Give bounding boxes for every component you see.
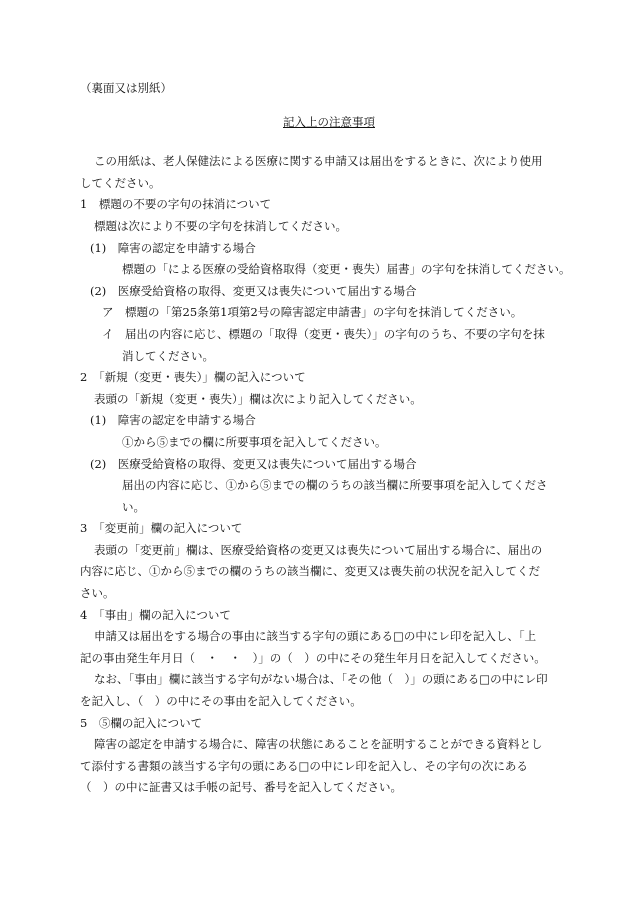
section-5-body-line-3: （ ）の中に証書又は手帳の記号、番号を記入してください。 [80,780,402,795]
section-1-heading: 1 標題の不要の字句の抹消について [80,197,272,212]
section-3-heading: 3 「変更前」欄の記入について [80,521,243,536]
intro-line-1: この用紙は、老人保健法による医療に関する申請又は届出をするときに、次により使用 [94,154,543,169]
section-4-body-line-2: 記の事由発生年月日（ ・ ・ ）」の（ ）の中にその発生年月日を記入してください。 [80,650,546,665]
section-2-heading: 2 「新規（変更・喪失）」欄の記入について [80,370,306,385]
section-2-body: 表頭の「新規（変更・喪失）」欄は次により記入してください。 [94,391,422,406]
section-5-body-line-1: 障害の認定を申請する場合に、障害の状態にあることを証明することができる資料とし [94,737,543,752]
section-1-item-2-heading: (2) 医療受給資格の取得、変更又は喪失について届出する場合 [90,283,417,298]
section-5-body-line-2: て添付する書類の該当する字句の頭にある□の中にレ印を記入し、その字句の次にある [80,758,528,773]
section-1-item-1-heading: (1) 障害の認定を申請する場合 [90,240,256,255]
section-2-item-2-body-line-1: 届出の内容に応じ、①から⑤までの欄のうちの該当欄に所要事項を記入してくださ [122,478,548,493]
section-3-body-line-3: さい。 [80,586,115,601]
page-title: 記入上の注意事項 [283,114,375,129]
section-4-body-line-1: 申請又は届出をする場合の事由に該当する字句の頭にある□の中にレ印を記入し、「上 [94,629,537,644]
section-2-item-1-body: ①から⑤までの欄に所要事項を記入してください。 [122,434,387,449]
section-4-heading: 4 「事由」欄の記入について [80,607,231,622]
section-2-item-1-heading: (1) 障害の認定を申請する場合 [90,413,256,428]
section-3-body-line-1: 表頭の「変更前」欄は、医療受給資格の変更又は喪失について届出する場合に、届出の [94,542,543,557]
intro-line-2: してください。 [80,175,161,190]
section-2-item-2-body-line-2: い。 [122,499,145,514]
section-1-item-1-body: 標題の「による医療の受給資格取得（変更・喪失）届書」の字句を抹消してください。 [122,262,571,277]
section-5-heading: 5 ⑤欄の記入について [80,715,203,730]
section-3-body-line-2: 内容に応じ、①から⑤までの欄のうちの該当欄に、変更又は喪失前の状況を記入してくだ [80,564,540,579]
section-1-body: 標題は次により不要の字句を抹消してください。 [94,218,347,233]
section-1-item-2-i-line-1: イ 届出の内容に応じ、標題の「取得（変更・喪失）」の字句のうち、不要の字句を抹 [102,326,545,341]
section-1-item-2-i-line-2: 消してください。 [122,348,214,363]
section-4-body-line-3: なお、「事由」欄に該当する字句がない場合は、「その他（ ）」の頭にある□の中にレ印 [94,672,548,687]
section-1-item-2-a: ア 標題の「第25条第1項第2号の障害認定申請書」の字句を抹消してください。 [102,305,523,320]
section-2-item-2-heading: (2) 医療受給資格の取得、変更又は喪失について届出する場合 [90,456,417,471]
section-4-body-line-4: を記入し、（ ）の中にその事由を記入してください。 [80,694,362,709]
header-note: （裏面又は別紙） [80,81,172,95]
